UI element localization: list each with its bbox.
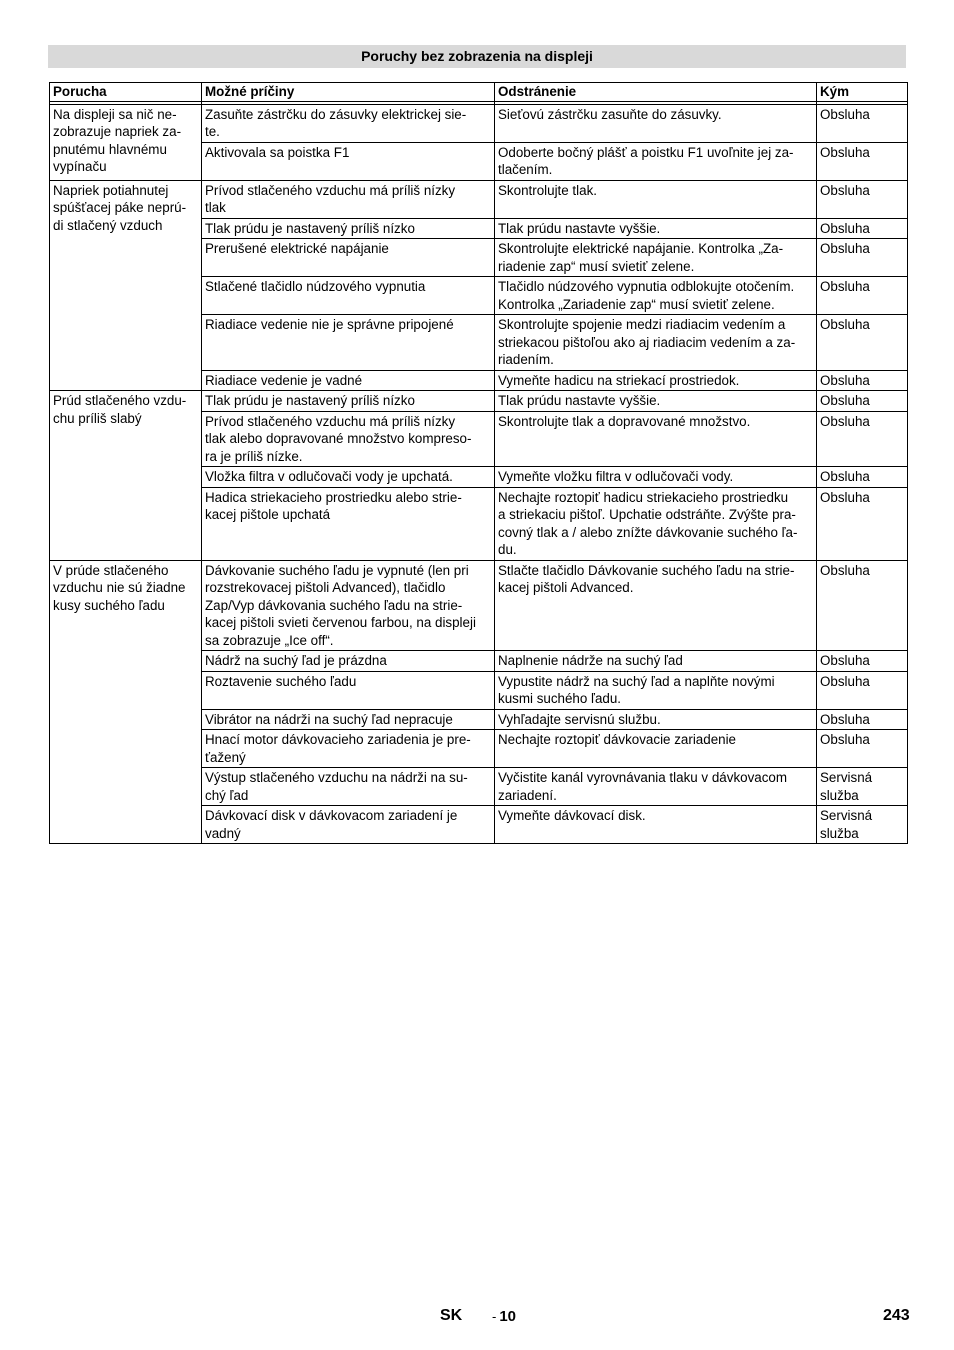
- responsible-cell: Servisná služba: [817, 806, 908, 844]
- cause-cell: Dávkovací disk v dávkovacom zariadení je vadný: [202, 806, 495, 844]
- cause-cell: Stlačené tlačidlo núdzového vypnutia: [202, 277, 495, 315]
- fault-cell: V prúde stlačeného vzduchu nie sú žiadne kusy suchého ľadu: [50, 560, 202, 844]
- fault-cell: Napriek potiahnutej spúšťacej páke neprú- di stlačený vzduch: [50, 180, 202, 391]
- remedy-cell: Nechajte roztopiť dávkovacie zariadenie: [495, 730, 817, 768]
- cause-cell: Tlak prúdu je nastavený príliš nízko: [202, 218, 495, 239]
- responsible-cell: Obsluha: [817, 467, 908, 488]
- remedy-cell: Vymeňte dávkovací disk.: [495, 806, 817, 844]
- responsible-cell: Obsluha: [817, 411, 908, 467]
- remedy-cell: Tlak prúdu nastavte vyššie.: [495, 218, 817, 239]
- cause-cell: Tlak prúdu je nastavený príliš nízko: [202, 391, 495, 412]
- cause-cell: Vložka filtra v odlučovači vody je upchatá.: [202, 467, 495, 488]
- remedy-cell: Vyhľadajte servisnú službu.: [495, 709, 817, 730]
- cause-cell: Roztavenie suchého ľadu: [202, 671, 495, 709]
- remedy-cell: Odoberte bočný plášť a poistku F1 uvoľnite jej za- tlačením.: [495, 142, 817, 180]
- cause-cell: Hadica striekacieho prostriedku alebo strie- kacej pištole upchatá: [202, 487, 495, 560]
- footer-dash: -: [492, 1309, 497, 1324]
- remedy-cell: Vyčistite kanál vyrovnávania tlaku v dávkovacom zariadení.: [495, 768, 817, 806]
- footer-page-number: 243: [883, 1307, 910, 1324]
- responsible-cell: Obsluha: [817, 239, 908, 277]
- cause-cell: Prerušené elektrické napájanie: [202, 239, 495, 277]
- cause-cell: Dávkovanie suchého ľadu je vypnuté (len pri rozstrekovacej pištoli Advanced), tlačidlo Zap/Vyp dávkovania suchého ľadu na strie- kacej pištoli svieti červenou farbou, na displeji sa zobrazuje „Ice off“.: [202, 560, 495, 651]
- column-header-cause: Možné príčiny: [202, 83, 495, 102]
- remedy-cell: Stlačte tlačidlo Dávkovanie suchého ľadu na strie- kacej pištoli Advanced.: [495, 560, 817, 651]
- remedy-cell: Vymeňte hadicu na striekací prostriedok.: [495, 370, 817, 391]
- cause-cell: Prívod stlačeného vzduchu má príliš nízky tlak alebo dopravované množstvo kompreso- ra je príliš nízke.: [202, 411, 495, 467]
- remedy-cell: Nechajte roztopiť hadicu striekacieho prostriedku a striekaciu pištoľ. Upchatie odstráňte. Zvýšte pra- covný tlak a / alebo znížte dávkovanie suchého ľa- du.: [495, 487, 817, 560]
- cause-cell: Prívod stlačeného vzduchu má príliš nízky tlak: [202, 180, 495, 218]
- table-body: [50, 104, 908, 844]
- responsible-cell: Servisná služba: [817, 768, 908, 806]
- footer-section-page-number: 10: [499, 1308, 517, 1325]
- responsible-cell: Obsluha: [817, 104, 908, 142]
- responsible-cell: Obsluha: [817, 277, 908, 315]
- responsible-cell: Obsluha: [817, 671, 908, 709]
- cause-cell: Riadiace vedenie nie je správne pripojené: [202, 315, 495, 371]
- responsible-cell: Obsluha: [817, 709, 908, 730]
- responsible-cell: Obsluha: [817, 218, 908, 239]
- table-header-row: [50, 83, 908, 102]
- fault-cell: Na displeji sa nič ne- zobrazuje napriek za- pnutému hlavnému vypínaču: [50, 104, 202, 180]
- table-row: [50, 560, 908, 651]
- cause-cell: Riadiace vedenie je vadné: [202, 370, 495, 391]
- remedy-cell: Skontrolujte elektrické napájanie. Kontrolka „Za- riadenie zap“ musí svietiť zelene.: [495, 239, 817, 277]
- remedy-cell: Skontrolujte spojenie medzi riadiacim vedením a striekacou pištoľou ako aj riadiacim vedením a za- riadením.: [495, 315, 817, 371]
- responsible-cell: Obsluha: [817, 142, 908, 180]
- footer-language: SK: [440, 1307, 463, 1324]
- responsible-cell: Obsluha: [817, 487, 908, 560]
- section-title: Poruchy bez zobrazenia na displeji: [48, 45, 906, 68]
- remedy-cell: Tlak prúdu nastavte vyššie.: [495, 391, 817, 412]
- remedy-cell: Skontrolujte tlak.: [495, 180, 817, 218]
- table-row: [50, 104, 908, 142]
- remedy-cell: Vypustite nádrž na suchý ľad a naplňte novými kusmi suchého ľadu.: [495, 671, 817, 709]
- footer-section-page: [492, 1308, 516, 1325]
- responsible-cell: Obsluha: [817, 560, 908, 651]
- remedy-cell: Vymeňte vložku filtra v odlučovači vody.: [495, 467, 817, 488]
- table-row: [50, 391, 908, 412]
- cause-cell: Výstup stlačeného vzduchu na nádrži na su- chý ľad: [202, 768, 495, 806]
- cause-cell: Hnací motor dávkovacieho zariadenia je pre- ťažený: [202, 730, 495, 768]
- table-row: [50, 180, 908, 218]
- column-header-remedy: Odstránenie: [495, 83, 817, 102]
- cause-cell: Nádrž na suchý ľad je prázdna: [202, 651, 495, 672]
- responsible-cell: Obsluha: [817, 315, 908, 371]
- cause-cell: Vibrátor na nádrži na suchý ľad nepracuje: [202, 709, 495, 730]
- responsible-cell: Obsluha: [817, 391, 908, 412]
- responsible-cell: Obsluha: [817, 651, 908, 672]
- remedy-cell: Naplnenie nádrže na suchý ľad: [495, 651, 817, 672]
- responsible-cell: Obsluha: [817, 730, 908, 768]
- cause-cell: Zasuňte zástrčku do zásuvky elektrickej sie- te.: [202, 104, 495, 142]
- remedy-cell: Skontrolujte tlak a dopravované množstvo.: [495, 411, 817, 467]
- column-header-fault: Porucha: [50, 83, 202, 102]
- remedy-cell: Sieťovú zástrčku zasuňte do zásuvky.: [495, 104, 817, 142]
- column-header-who: Kým: [817, 83, 908, 102]
- remedy-cell: Tlačidlo núdzového vypnutia odblokujte otočením. Kontrolka „Zariadenie zap“ musí svietiť zelene.: [495, 277, 817, 315]
- responsible-cell: Obsluha: [817, 370, 908, 391]
- fault-table: [49, 82, 908, 844]
- responsible-cell: Obsluha: [817, 180, 908, 218]
- fault-cell: Prúd stlačeného vzdu- chu príliš slabý: [50, 391, 202, 561]
- cause-cell: Aktivovala sa poistka F1: [202, 142, 495, 180]
